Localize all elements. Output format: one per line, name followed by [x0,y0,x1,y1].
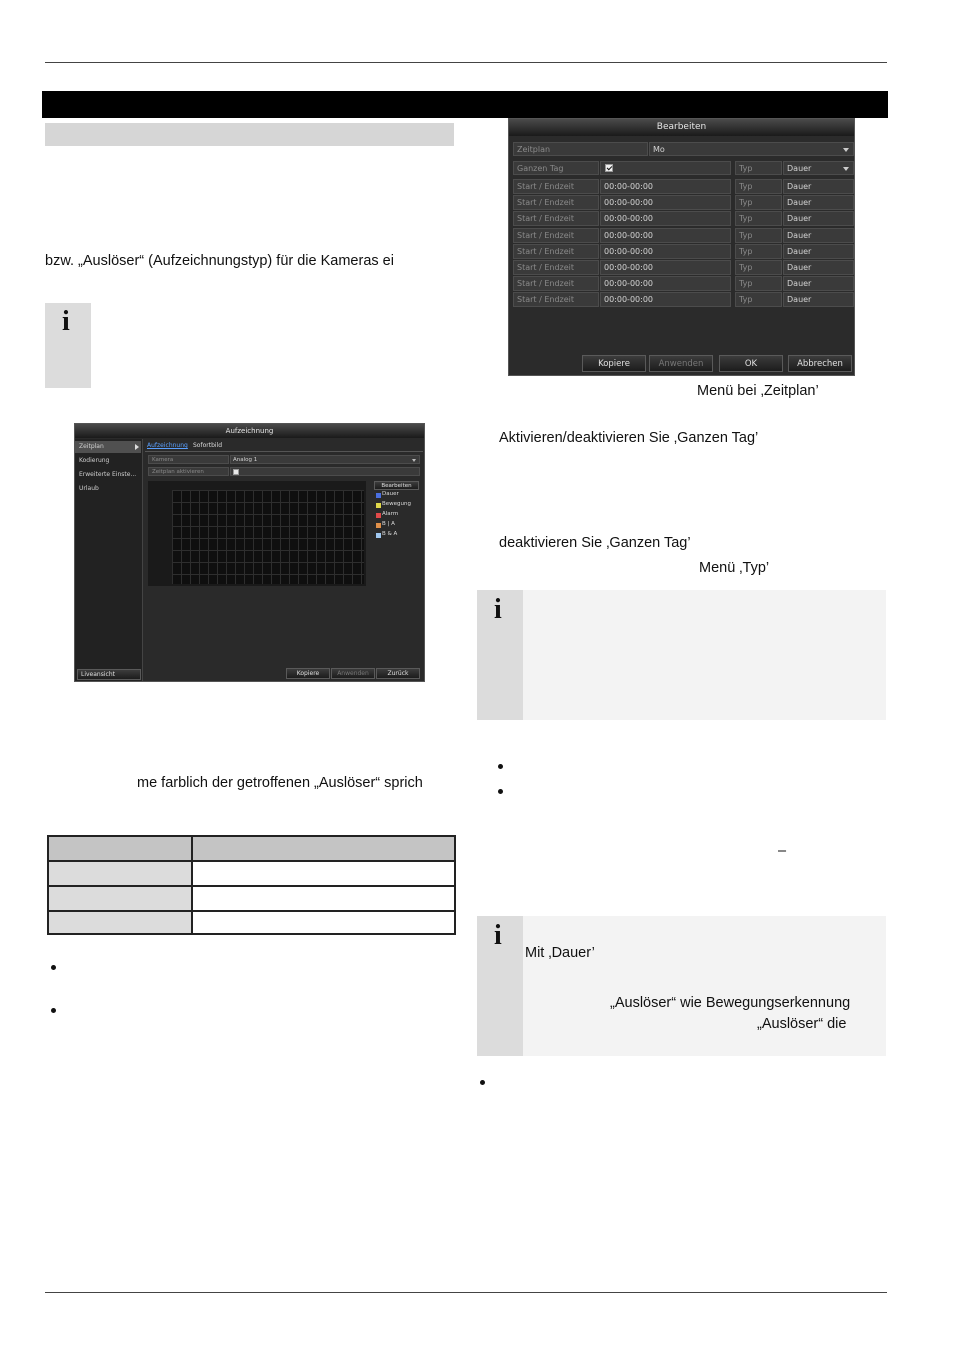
info-icon: i [494,594,502,625]
zeitplan-value: Mo [653,145,665,154]
bullet-point [480,1080,485,1085]
row-typ-label: Typ [735,179,782,194]
row-typ-value[interactable]: Dauer [783,228,854,243]
body-text-deaktivieren: deaktivieren Sie ‚Ganzen Tag’ [499,535,691,551]
legend-label: Dauer [382,491,399,497]
info-box-right-2 [477,916,886,1056]
kopiere-button[interactable]: Kopiere [582,355,646,372]
body-text-line-2: me farblich der getroffenen „Auslöser“ sprich [137,775,423,791]
bottom-rule [45,1292,887,1293]
note-text-bewegung: „Auslöser“ wie Bewegungserkennung [610,995,851,1011]
start-endzeit-label: Start / Endzeit [513,260,599,275]
abbrechen-button[interactable]: Abbrechen [788,355,852,372]
body-text-menu-typ: Menü ‚Typ’ [699,560,770,576]
row-typ-value[interactable]: Dauer [783,292,854,307]
bullet-point [51,965,56,970]
zeitplan-aktivieren-row [230,467,420,476]
row-typ-value[interactable]: Dauer [783,211,854,226]
table-header-cell-1 [48,836,192,861]
start-endzeit-time[interactable]: 00:00-00:00 [600,211,731,226]
info-icon: i [494,920,502,951]
legend-swatch [376,503,381,508]
ok-button[interactable]: OK [719,355,783,372]
anwenden-button[interactable]: Anwenden [331,668,375,679]
figure-caption: Menü bei ‚Zeitplan’ [697,383,819,399]
dvr-title-aufzeichnung: Aufzeichnung [75,424,424,438]
row-typ-value[interactable]: Dauer [783,276,854,291]
legend-swatch [376,493,381,498]
section-heading-bar [45,123,454,146]
sidebar-item-label: Zeitplan [79,443,104,450]
start-endzeit-time[interactable]: 00:00-00:00 [600,228,731,243]
sidebar-item-zeitplan[interactable] [75,441,141,453]
top-rule [45,62,887,63]
liveansicht-button[interactable]: Liveansicht [77,669,141,680]
row-typ-value[interactable]: Dauer [783,179,854,194]
chapter-header-bar [42,91,888,118]
screenshot-aufzeichnung [74,423,425,682]
table-row-3-cell-1 [48,911,192,934]
chevron-right-icon [135,444,139,450]
start-endzeit-label: Start / Endzeit [513,228,599,243]
kamera-value: Analog 1 [233,457,258,463]
sidebar-item-erweiterte[interactable]: Erweiterte Einste... [79,471,137,478]
body-text-line-1: bzw. „Auslöser“ (Aufzeichnungstyp) für die Kameras ei [45,253,394,269]
bullet-point [498,764,503,769]
checkmark-icon [607,165,613,171]
table-row-3-cell-2 [192,911,455,934]
zurueck-button[interactable]: Zurück [376,668,420,679]
chevron-down-icon [843,167,849,171]
row-typ-value[interactable]: Dauer [783,244,854,259]
row-typ-label: Typ [735,276,782,291]
note-text-dauer: Mit ‚Dauer’ [525,945,595,961]
table-header-cell-2 [192,836,455,861]
row-typ-label: Typ [735,195,782,210]
start-endzeit-label: Start / Endzeit [513,179,599,194]
start-endzeit-time[interactable]: 00:00-00:00 [600,292,731,307]
start-endzeit-label: Start / Endzeit [513,292,599,307]
chevron-down-icon [412,459,416,462]
kamera-select[interactable] [230,455,420,464]
chevron-down-icon [843,148,849,152]
row-typ-label: Typ [735,292,782,307]
legend-label: Alarm [382,511,399,517]
zeitplan-select[interactable] [649,142,854,156]
legend-swatch [376,533,381,538]
bearbeiten-button[interactable]: Bearbeiten [374,481,419,490]
schedule-grid[interactable] [172,490,364,584]
start-endzeit-label: Start / Endzeit [513,195,599,210]
start-endzeit-time[interactable]: 00:00-00:00 [600,260,731,275]
ganzen-tag-checkbox[interactable] [605,164,613,172]
dvr-title-bearbeiten: Bearbeiten [509,119,854,136]
ganzen-tag-row [600,161,731,175]
row-typ-label: Typ [735,244,782,259]
start-endzeit-time[interactable]: 00:00-00:00 [600,195,731,210]
sidebar-item-kodierung[interactable]: Kodierung [79,457,110,464]
bullet-point [51,1008,56,1013]
zeitplan-label: Zeitplan [513,142,648,156]
start-endzeit-time[interactable]: 00:00-00:00 [600,244,731,259]
legend-swatch [376,523,381,528]
start-endzeit-label: Start / Endzeit [513,211,599,226]
info-box-right-1 [477,590,886,720]
note-text-ausloeser: „Auslöser“ die [757,1016,847,1032]
row-typ-label: Typ [735,260,782,275]
table-row-1-cell-1 [48,861,192,886]
bullet-point [498,789,503,794]
typ-value: Dauer [787,164,812,173]
anwenden-button[interactable]: Anwenden [649,355,713,372]
typ-select[interactable] [783,161,854,175]
tab-aufzeichnung[interactable]: Aufzeichnung [147,442,188,449]
kopiere-button[interactable]: Kopiere [286,668,330,679]
sidebar-item-urlaub[interactable]: Urlaub [79,485,99,492]
legend-label: Bewegung [382,501,411,507]
tab-divider [145,451,423,452]
table-row-2-cell-1 [48,886,192,911]
start-endzeit-time[interactable]: 00:00-00:00 [600,276,731,291]
row-typ-label: Typ [735,211,782,226]
ganzen-tag-label: Ganzen Tag [513,161,599,175]
kamera-label: Kamera [148,455,229,464]
row-typ-value[interactable]: Dauer [783,195,854,210]
row-typ-value[interactable]: Dauer [783,260,854,275]
legend-label: B & A [382,531,398,537]
typ-label: Typ [735,161,782,175]
zeitplan-aktivieren-checkbox[interactable] [233,469,239,475]
start-endzeit-time[interactable]: 00:00-00:00 [600,179,731,194]
row-typ-label: Typ [735,228,782,243]
zeitplan-aktivieren-label: Zeitplan aktivieren [148,467,229,476]
start-endzeit-label: Start / Endzeit [513,244,599,259]
table-row-2-cell-2 [192,886,455,911]
legend-label: B | A [382,521,395,527]
screenshot-bearbeiten [508,118,855,376]
tab-sofortbild[interactable]: Sofortbild [193,442,223,449]
info-icon: i [62,306,70,337]
color-table [47,835,456,935]
start-endzeit-label: Start / Endzeit [513,276,599,291]
table-row-1-cell-2 [192,861,455,886]
dash-text: – [778,843,787,859]
legend-swatch [376,513,381,518]
body-text-ganzen-tag: Aktivieren/deaktivieren Sie ‚Ganzen Tag’ [499,430,759,446]
